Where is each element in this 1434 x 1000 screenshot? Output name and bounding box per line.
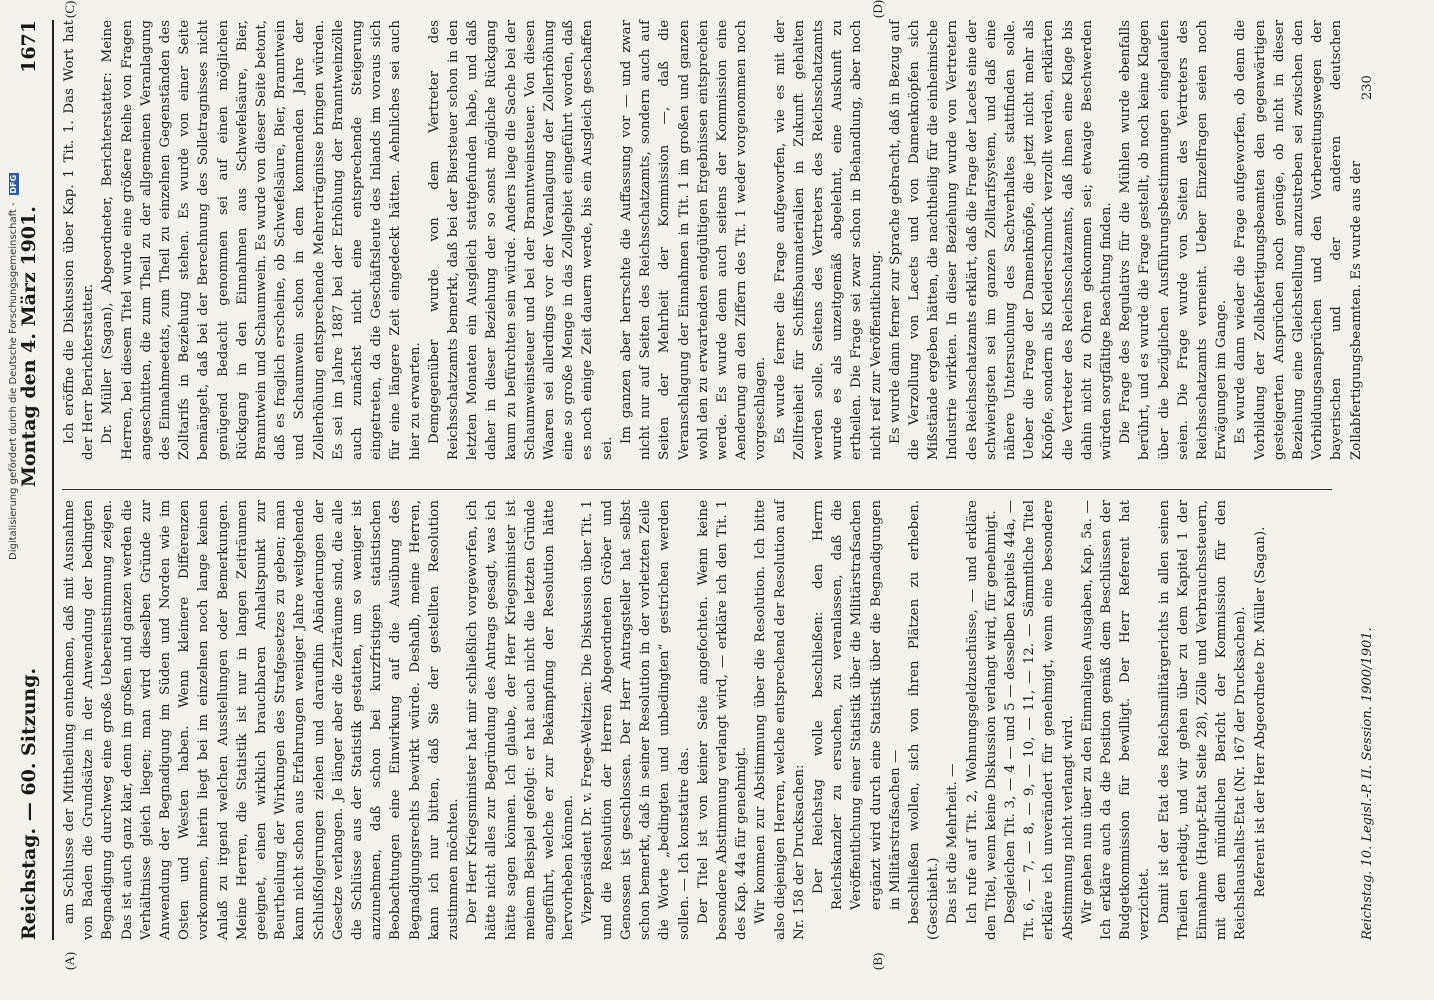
- left-text-column: [60, 500, 1345, 940]
- paragraph: Wir kommen zur Abstimmung über die Resolution. Ich bitte also diejenigen Herren, welche entsprechend der Resolution auf Nr. 158 der Drucksachen:: [753, 500, 807, 940]
- paragraph: Referent ist der Herr Abgeordnete Dr. Müller (Sagan).: [1252, 526, 1268, 898]
- paragraph: Damit ist der Etat des Reichsmilitärgerichts in allen seinen Theilen erledigt, und wir gehen über zu dem Kapitel 1 der Einnahme (Haupt-Etat Seite 28), Zölle und Verbrauchssteuern, mit dem mündlichen Bericht der Kommission für den Reichshaushalts-Etat (Nr. 167 der Drucksachen).: [1156, 500, 1249, 940]
- paragraph: Es wurde ferner die Frage aufgeworfen, wie es mit der Zollfreiheit für Schiffsbaumaterialien in Zukunft gehalten werden solle. Seitens des Vertreters des Reichsschatzamts wurde es als unzeitgemäß abgelehnt, eine Auskunft zu ertheilen. Die Frage sei zwar schon in Behandlung, aber noch nicht reif zur Veröffentlichung.: [772, 20, 884, 460]
- margin-mark-a: (A): [62, 951, 77, 970]
- margin-mark-d: (D): [870, 0, 885, 18]
- running-header: [18, 20, 46, 940]
- column-divider: [62, 489, 1332, 490]
- paragraph: Ich eröffne die Diskussion über Kap. 1 Tit. 1. Das Wort hat der Herr Berichterstatter.: [62, 20, 97, 460]
- credit-text: Digitalisierung gefördert durch die Deutsche Forschungsgemeinschaft -: [8, 202, 19, 560]
- paragraph: Im ganzen aber herrschte die Auffassung vor — und zwar nicht nur auf Seiten des Reichsschatzamts, sondern auch auf Seiten der Mehrheit der Kommission —, daß die Veranschlagung der Einnahmen in Tit. 1 im großen und ganzen wohl den zu erwartenden endgültigen Ergebnissen entsprechen werde. Es wurde denn auch seitens der Kommission eine Aenderung an den Ziffern des Tit. 1 weder vorgenommen noch vorgeschlagen.: [618, 20, 769, 460]
- paragraph: Dr. Müller (Sagan), Abgeordneter, Berichterstatter: Meine Herren, bei diesem Titel wurde eine größere Reihe von Fragen angeschnitten, die zum Theil zu der allgemeinen Veranlagung des Einnahmeetats, zum Theil zu einzelnen Gegenständen des Zolltarifs in Beziehung stehen. Es wurde von einer Seite bemängelt, daß bei der Berechnung des Solletragnisses nicht genügend Bedacht genommen sei auf einen möglichen Rückgang in den Einnahmen aus Schwefelsäure, Bier, Branntwein und Schaumwein. Es wurde von dieser Seite betont, daß es fraglich erscheine, ob Schwefelsäure, Bier, Branntwein und Schaumwein schon in dem kommenden Jahre der Zollerhöhung entsprechende Mehrerträgnisse bringen würden. Es sei im Jahre 1887 bei der Erhöhung der Branntweinzölle auch zunächst nicht eine entsprechende Steigerung eingetreten, da die Geschäftsleute des Inlands im voraus sich für eine längere Zeit eingedeckt hätten. Aehnliches sei auch hier zu erwarten.: [100, 20, 423, 460]
- header-rule: [52, 20, 54, 940]
- paragraph: Ich rufe auf Tit. 2, Wohnungsgeldzuschüsse, — und erkläre den Titel, wenn keine Diskussion verlangt wird, für genehmigt.: [964, 500, 999, 940]
- paragraph: Die Frage des Regulativs für die Mühlen wurde ebenfalls berührt, und es wurde die Frage gestellt, ob noch keine Klagen über die bezüglichen Ausführungsbestimmungen eingelaufen seien. Die Frage wurde von Seiten des Vertreters des Reichsschatzamts verneint. Ueber Einzelfragen seien noch Erwägungen im Gange.: [1118, 20, 1230, 460]
- digitization-credit: [8, 173, 19, 560]
- header-left: Reichstag. — 60. Sitzung.: [18, 667, 40, 940]
- footer-left: Reichstag. 10. Legisl.-P. II. Session. 1900/1901.: [1360, 627, 1375, 940]
- page-number: 1671: [18, 20, 40, 73]
- paragraph: Es wurde dann ferner zur Sprache gebracht, daß in Bezug auf die Verzollung von Lacets und von Damenknöpfen sich Mißstände ergeben hätten, die nachtheilig für die einheimische Industrie wirkten. In dieser Beziehung wurde von Vertretern des Reichsschatzamts erklärt, daß die Frage der Lacets eine der schwierigsten sei im ganzen Zolltarifsystem, und daß eine nähere Untersuchung des Sachverhaltes stattfinden solle. Ueber die Frage der Damenknöpfe, die jetzt nicht mehr als Knöpfe, sondern als Kleiderschmuck verzollt werden, erklärten die Vertreter des Reichsschatzamts, daß ihnen eine Klage bis dahin nicht zu Ohren gekommen sei; etwaige Beschwerden würden sorgfältige Beachtung finden.: [887, 20, 1114, 460]
- paragraph: Desgleichen Tit. 3, — 4 — und 5 — desselben Kapitels 44a, — Tit. 6, — 7, — 8, — 9, — 10, — 11, — 12. — Sämmtliche Titel erkläre ich unverändert für genehmigt, wenn eine besondere Abstimmung nicht verlangt wird.: [1002, 500, 1076, 940]
- paragraph: Demgegenüber wurde von dem Vertreter des Reichsschatzamts bemerkt, daß bei der Biersteuer schon in den letzten Monaten ein Ausgleich stattgefunden habe, und daß daher in dieser Beziehung der so sonst mögliche Rückgang kaum zu befürchten sein würde. Anders liege die Sache bei der Schaumweinsteuer und bei der Branntweinsteuer. Von diesen Waaren sei allerdings vor der Veranlagung der Zollerhöhung eine so große Menge in das Zollgebiet eingeführt worden, daß es noch einige Zeit dauern werde, bis ein Ausgleich geschaffen sei.: [426, 20, 615, 460]
- paragraph: Vizepräsident Dr. v. Frege-Weltzien: Die Diskussion über Tit. 1 und die Resolution der Herren Abgeordneten Gröber und Genossen ist geschlossen. Der Herr Antragsteller hat selbst schon bemerkt, daß in seiner Resolution in der vorletzten Zeile die Worte „bedingten und unbedingten“ gestrichen werden sollen. — Ich konstatire das.: [580, 500, 692, 940]
- paragraph: Der Herr Kriegsminister hat mir schließlich vorgeworfen, ich hätte nicht alles zur Begründung des Antrags gesagt, was ich hätte sagen können. Ich glaube, der Herr Kriegsminister ist meinem Beispiel gefolgt: er hat auch nicht die letzten Gründe angeführt, welche er zur Bekämpfung der Resolution hätte hervorheben können.: [465, 500, 577, 940]
- footer-page-code: 230: [1360, 75, 1375, 100]
- paragraph: Der Titel ist von keiner Seite angefochten. Wenn keine besondere Abstimmung verlangt wird, — erkläre ich den Tit. 1 des Kap. 44a für genehmigt.: [695, 500, 750, 940]
- margin-mark-b: (B): [870, 952, 885, 970]
- dfg-logo-icon: DFG: [9, 174, 18, 194]
- paragraph: Der Reichstag wolle beschließen: den Herrn Reichskanzler zu ersuchen, zu veranlassen, daß die Veröffentlichung einer Statistik über die Militärstrafsachen ergänzt wird durch eine Statistik über die Begnadigungen in Militärstrafsachen —: [810, 500, 903, 910]
- header-right: [18, 20, 40, 487]
- paragraph: Wir gehen nun über zu den Einmaligen Ausgaben, Kap. 5a. — Ich erkläre auch da die Position gemäß dem Beschlüssen der Budgetkommission für bewilligt. Der Herr Referent hat verzichtet.: [1079, 500, 1153, 940]
- paragraph: beschließen wollen, sich von ihren Plätzen zu erheben. (Geschieht.): [906, 500, 942, 940]
- paragraph: am Schlusse der Mittheilung entnehmen, daß mit Ausnahme von Baden die Grundsätze in der Anwendung der bedingten Begnadigung durchweg eine große Uebereinstimmung zeigen. Das ist auch ganz klar, denn im großen und ganzen werden die Verhältnisse gleich liegen; man wird dieselben Gründe zur Anwendung der Begnadigung im Süden und Norden wie im Osten und Westen haben. Wenn kleinere Differenzen vorkommen, hierin liegt bei im einzelnen noch lange keinen Anlaß zu irgend welchen Ausstellungen oder Bemerkungen. Meine Herren, die Statistik ist nur in langen Zeiträumen geeignet, einen wirklich brauchbaren Anhaltspunkt zur Beurtheilung der Wirkungen des Strafgesetzes zu geben; man kann nicht schon aus Erfahrungen weniger Jahre weitgehende Schlußfolgerungen ziehen und daraufhin Abänderungen der Gesetze verlangen. Je länger aber die Zeiträume sind, die alle die Schlüsse aus der Statistik gestatten, um so weniger ist anzunehmen, daß schon bei kurzfristigen statistischen Beobachtungen eine Einwirkung auf die Ausübung des Begnadigungsrechts bewirkt würde. Deshalb, meine Herren, kann ich nur bitten, daß Sie der gestellten Resolution zustimmen möchten.: [62, 500, 462, 940]
- header-date: Montag den 4. März 1901.: [18, 206, 40, 488]
- right-text-column: [60, 20, 1364, 460]
- margin-mark-c: (C): [62, 0, 77, 18]
- paragraph: Es wurde dann wieder die Frage aufgeworfen, ob denn die Vorbildung der Zollabfertigungsbeamten den gegenwärtigen gesteigerten Ansprüchen noch genüge, ob nicht in dieser Beziehung eine Gleichstellung anzustreben sei zwischen den Vorbildungsansprüchen und den Vorbereitungswegen der bayerischen und der anderen deutschen Zollabfertigungsbeamten. Es wurde aus der: [1233, 20, 1364, 460]
- paragraph: Das ist die Mehrheit. —: [945, 763, 961, 924]
